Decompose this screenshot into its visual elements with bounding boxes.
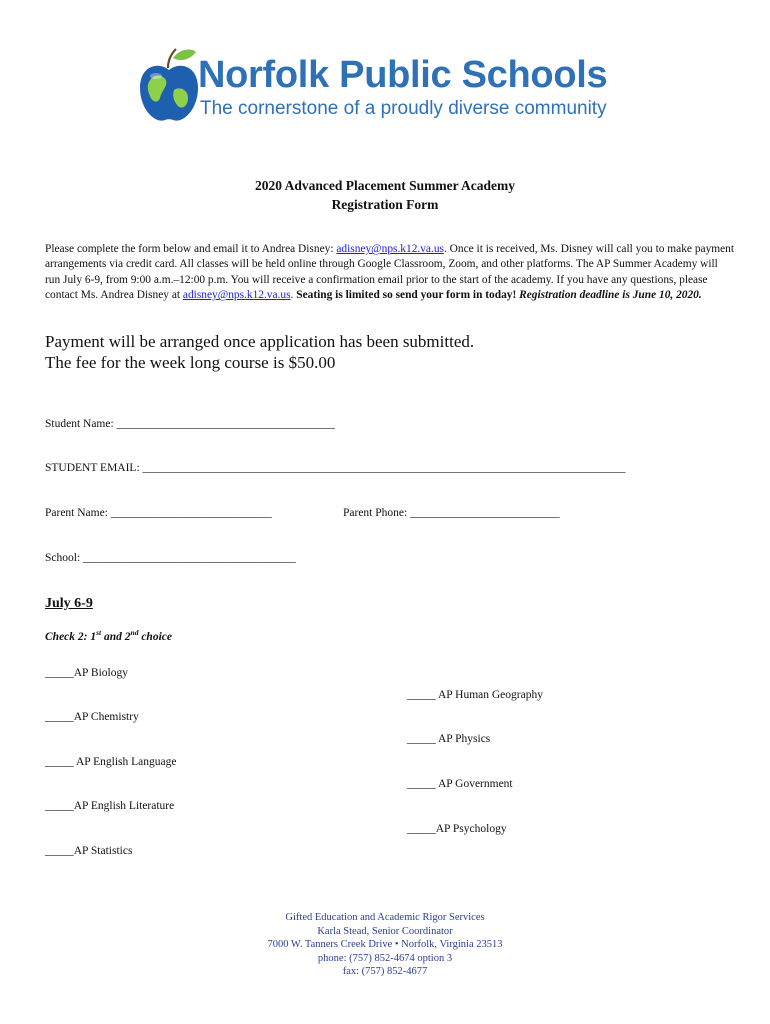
- intro-text-3: .: [290, 289, 297, 302]
- logo-title: Norfolk Public Schools: [198, 54, 608, 96]
- course-ap-psychology[interactable]: _____AP Psychology: [407, 823, 507, 835]
- check-instruction: Check 2: 1st and 2nd choice: [45, 628, 172, 643]
- document-title: 2020 Advanced Placement Summer Academy: [255, 178, 515, 193]
- parent-name-field[interactable]: Parent Name: ____________________________: [45, 507, 272, 519]
- course-ap-statistics[interactable]: _____AP Statistics: [45, 845, 133, 857]
- seating-limited-text: Seating is limited so send your form in today!: [296, 289, 520, 302]
- deadline-text: Registration deadline is June 10, 2020.: [519, 289, 702, 302]
- course-ap-government[interactable]: _____ AP Government: [407, 778, 513, 790]
- school-field[interactable]: School: _____________________________________: [45, 552, 296, 564]
- apple-globe-icon: [138, 46, 200, 126]
- student-email-field[interactable]: STUDENT EMAIL: ____________________________________________________________________________________: [45, 462, 626, 474]
- footer-coordinator: Karla Stead, Senior Coordinator: [317, 926, 453, 937]
- document-subtitle: Registration Form: [331, 197, 439, 212]
- intro-paragraph: [45, 242, 735, 304]
- email-link-2[interactable]: adisney@nps.k12.va.us: [182, 289, 291, 302]
- footer-address: 7000 W. Tanners Creek Drive • Norfolk, Virginia 23513: [267, 939, 503, 950]
- email-link-1[interactable]: adisney@nps.k12.va.us: [336, 243, 444, 255]
- course-ap-human-geography[interactable]: _____ AP Human Geography: [407, 689, 543, 701]
- course-ap-biology[interactable]: _____AP Biology: [45, 667, 128, 679]
- section-title: July 6-9: [45, 596, 93, 611]
- course-ap-chemistry[interactable]: _____AP Chemistry: [45, 711, 139, 723]
- footer-fax: fax: (757) 852-4677: [342, 966, 428, 977]
- parent-phone-field[interactable]: Parent Phone: __________________________: [343, 507, 560, 519]
- logo-tagline: The cornerstone of a proudly diverse community: [200, 98, 607, 119]
- logo: [138, 46, 638, 126]
- intro-text-2: . Once it is received, Ms. Disney will call you to make payment arrangements via credit card. All classes will be held online through Google Classroom, Zoom, and other platforms. The AP Summer Academy will run July 6-9, from 9:00 a.m.–12:00 p.m. You will receive a confirmation email prior to the start of the academy. If you have any questions, please contact Ms. Andrea Disney at: [45, 243, 735, 302]
- intro-text-1: Please complete the form below and email it to Andrea Disney:: [45, 243, 337, 255]
- payment-note: Payment will be arranged once application has been submitted.: [45, 332, 475, 351]
- student-name-field[interactable]: Student Name: ______________________________________: [45, 418, 336, 430]
- course-ap-english-language[interactable]: _____ AP English Language: [45, 756, 177, 768]
- fee-amount: The fee for the week long course is $50.00: [45, 353, 336, 372]
- course-ap-english-literature[interactable]: _____AP English Literature: [45, 800, 175, 812]
- footer-phone: phone: (757) 852-4674 option 3: [317, 953, 453, 964]
- footer-department: Gifted Education and Academic Rigor Services: [285, 912, 485, 923]
- course-ap-physics[interactable]: _____ AP Physics: [407, 733, 491, 745]
